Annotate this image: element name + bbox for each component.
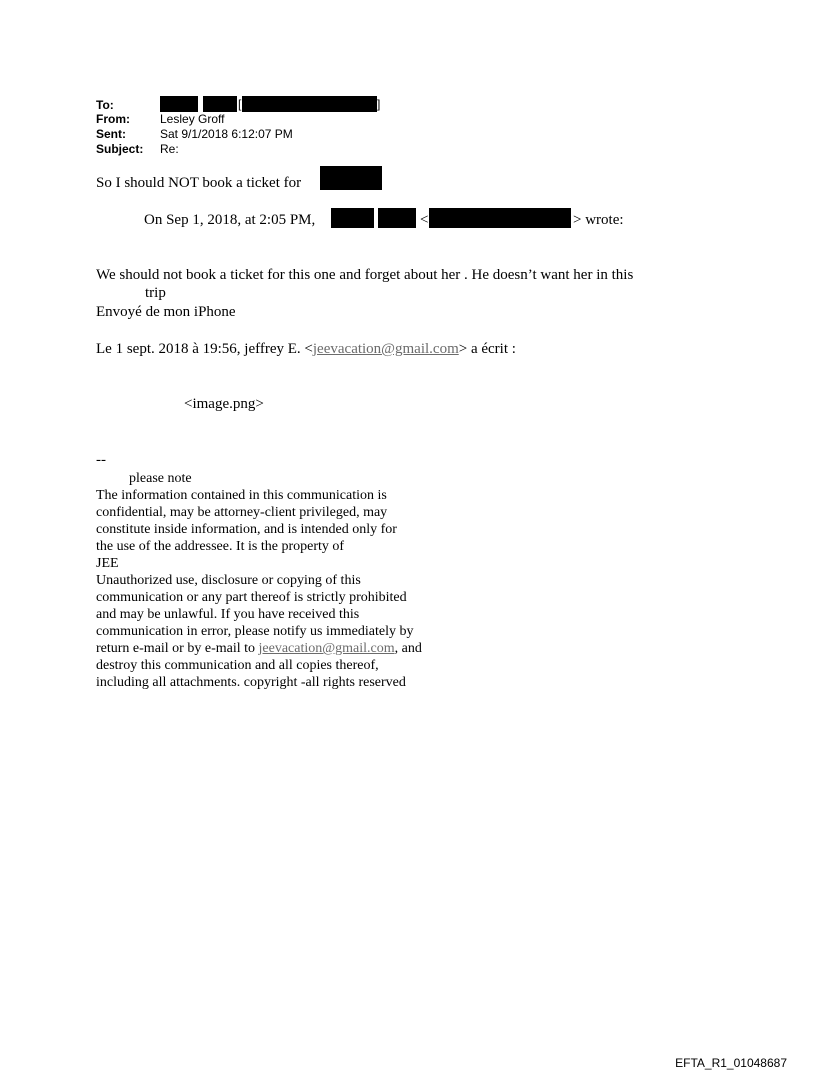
disclaimer-line-10-prefix: return e-mail or by e-mail to: [96, 641, 259, 656]
disclaimer-line: destroy this communication and all copies thereof,: [96, 658, 379, 673]
quote2-email-link[interactable]: jeevacation@gmail.com: [312, 341, 459, 357]
message-line-1: We should not book a ticket for this one and forget about her . He doesn’t want her in this: [96, 267, 634, 283]
quote2-prefix: Le 1 sept. 2018 à 19:56, jeffrey E. <: [96, 341, 313, 357]
sent-value: Sat 9/1/2018 6:12:07 PM: [160, 127, 293, 141]
redaction-block: [378, 208, 416, 228]
disclaimer-line: communication or any part thereof is strictly prohibited: [96, 590, 407, 605]
to-label: To:: [96, 98, 114, 112]
from-label: From:: [96, 112, 130, 126]
disclaimer-line: The information contained in this communication is: [96, 488, 387, 503]
redaction-block: [242, 96, 377, 112]
message-line-2: trip: [145, 285, 166, 301]
disclaimer-line: JEE: [96, 556, 119, 571]
disclaimer-line: and may be unlawful. If you have received this: [96, 607, 360, 622]
disclaimer-line: including all attachments. copyright -all rights reserved: [96, 675, 406, 690]
disclaimer-line: the use of the addressee. It is the property of: [96, 539, 345, 554]
redaction-block: [203, 96, 237, 112]
disclaimer-line: Unauthorized use, disclosure or copying of this: [96, 573, 361, 588]
disclaimer-email-link[interactable]: jeevacation@gmail.com: [258, 641, 395, 656]
disclaimer-line: [96, 640, 422, 657]
signature-note: please note: [129, 471, 192, 486]
quote1-prefix: On Sep 1, 2018, at 2:05 PM,: [144, 212, 316, 228]
quote1-lt: <: [420, 212, 429, 228]
document-id: EFTA_R1_01048687: [675, 1056, 787, 1070]
bracket-open: [: [238, 97, 242, 111]
disclaimer-line-10-suffix: , and: [394, 641, 422, 656]
body-line-1: So I should NOT book a ticket for: [96, 175, 302, 191]
disclaimer-line: communication in error, please notify us immediately by: [96, 624, 414, 639]
from-value: Lesley Groff: [160, 112, 225, 126]
disclaimer-line: confidential, may be attorney-client privileged, may: [96, 505, 388, 520]
subject-label: Subject:: [96, 142, 144, 156]
redaction-block: [320, 166, 382, 190]
quote2-line: [96, 341, 516, 358]
redaction-block: [331, 208, 374, 228]
redaction-block: [429, 208, 571, 228]
redaction-block: [160, 96, 198, 112]
disclaimer: [96, 487, 422, 691]
subject-value: Re:: [160, 142, 179, 156]
bracket-close: ]: [377, 97, 381, 111]
image-placeholder: <image.png>: [184, 396, 264, 412]
disclaimer-line: constitute inside information, and is intended only for: [96, 522, 397, 537]
message-line-3: Envoyé de mon iPhone: [96, 304, 236, 320]
quote1-suffix: > wrote:: [573, 212, 624, 228]
quote2-suffix: > a écrit :: [458, 341, 516, 357]
sent-label: Sent:: [96, 127, 126, 141]
signature-dashes: --: [96, 452, 106, 468]
